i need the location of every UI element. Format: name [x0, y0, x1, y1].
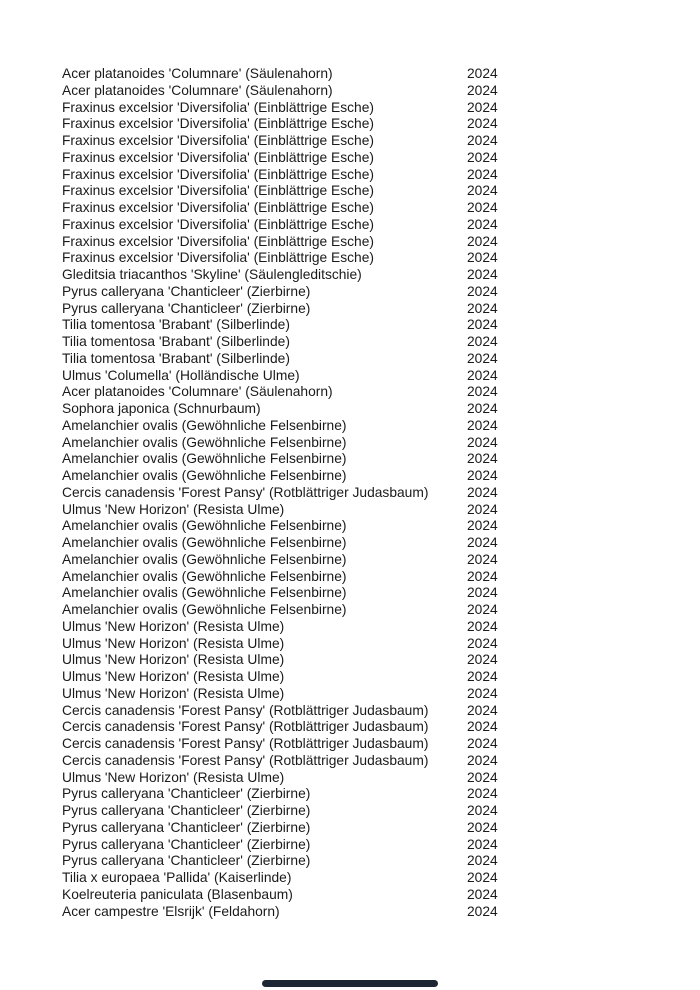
table-row	[62, 250, 670, 267]
species-cell: Amelanchier ovalis (Gewöhnliche Felsenbirne)	[62, 417, 347, 433]
table-row	[62, 853, 670, 870]
year-cell: 2024	[467, 903, 498, 919]
species-cell: Ulmus 'New Horizon' (Resista Ulme)	[62, 669, 285, 684]
year-cell: 2024	[467, 350, 498, 366]
species-cell: Gleditsia triacanthos 'Skyline' (Säulengleditschie)	[62, 267, 362, 282]
table-row	[62, 83, 670, 100]
species-cell: Pyrus calleryana 'Chanticleer' (Zierbirne)	[62, 819, 311, 835]
table-row	[62, 518, 670, 535]
year-cell: 2024	[467, 568, 498, 584]
table-row	[62, 636, 670, 653]
year-cell: 2024	[467, 468, 498, 483]
species-cell: Acer platanoides 'Columnare' (Säulenahorn)	[62, 384, 333, 400]
year-cell: 2024	[467, 334, 498, 349]
year-cell: 2024	[467, 719, 498, 735]
table-row	[62, 234, 670, 251]
species-cell: Fraxinus excelsior 'Diversifolia' (Einblättrige Esche)	[62, 183, 374, 199]
species-cell: Ulmus 'New Horizon' (Resista Ulme)	[62, 769, 285, 785]
year-cell: 2024	[467, 585, 498, 601]
year-cell: 2024	[467, 652, 498, 668]
species-cell: Ulmus 'Columella' (Holländische Ulme)	[62, 367, 300, 383]
species-cell: Cercis canadensis 'Forest Pansy' (Rotblättriger Judasbaum)	[62, 702, 429, 718]
species-cell: Amelanchier ovalis (Gewöhnliche Felsenbirne)	[62, 535, 347, 550]
table-row	[62, 753, 670, 770]
year-cell: 2024	[467, 417, 498, 433]
table-row	[62, 116, 670, 133]
year-cell: 2024	[467, 317, 498, 333]
table-row	[62, 904, 670, 921]
species-cell: Fraxinus excelsior 'Diversifolia' (Einblättrige Esche)	[62, 116, 374, 132]
species-cell: Tilia tomentosa 'Brabant' (Silberlinde)	[62, 334, 290, 349]
table-row	[62, 552, 670, 569]
table-row	[62, 351, 670, 368]
table-row	[62, 317, 670, 334]
year-cell: 2024	[467, 133, 498, 148]
table-row	[62, 535, 670, 552]
table-row	[62, 451, 670, 468]
year-cell: 2024	[467, 786, 498, 802]
species-cell: Sophora japonica (Schnurbaum)	[62, 401, 261, 416]
table-row	[62, 619, 670, 636]
table-row	[62, 585, 670, 602]
home-indicator-bar[interactable]	[262, 980, 438, 987]
table-row	[62, 736, 670, 753]
table-row	[62, 652, 670, 669]
table-row	[62, 418, 670, 435]
species-cell: Fraxinus excelsior 'Diversifolia' (Einblättrige Esche)	[62, 250, 374, 266]
table-row	[62, 200, 670, 217]
year-cell: 2024	[467, 384, 498, 400]
species-cell: Amelanchier ovalis (Gewöhnliche Felsenbirne)	[62, 434, 347, 450]
species-cell: Ulmus 'New Horizon' (Resista Ulme)	[62, 501, 285, 517]
table-row	[62, 133, 670, 150]
year-cell: 2024	[467, 752, 498, 768]
year-cell: 2024	[467, 116, 498, 132]
species-cell: Tilia tomentosa 'Brabant' (Silberlinde)	[62, 317, 290, 333]
year-cell: 2024	[467, 870, 498, 885]
species-cell: Amelanchier ovalis (Gewöhnliche Felsenbirne)	[62, 551, 347, 567]
table-row	[62, 770, 670, 787]
table-row	[62, 719, 670, 736]
species-cell: Acer campestre 'Elsrijk' (Feldahorn)	[62, 903, 280, 919]
table-row	[62, 150, 670, 167]
year-cell: 2024	[467, 669, 498, 684]
table-row	[62, 803, 670, 820]
table-row	[62, 384, 670, 401]
species-cell: Fraxinus excelsior 'Diversifolia' (Einblättrige Esche)	[62, 216, 374, 232]
table-row	[62, 820, 670, 837]
year-cell: 2024	[467, 602, 498, 617]
table-row	[62, 66, 670, 83]
species-cell: Amelanchier ovalis (Gewöhnliche Felsenbirne)	[62, 585, 347, 601]
species-cell: Koelreuteria paniculata (Blasenbaum)	[62, 886, 293, 902]
year-cell: 2024	[467, 685, 498, 701]
species-cell: Pyrus calleryana 'Chanticleer' (Zierbirne)	[62, 300, 311, 316]
year-cell: 2024	[467, 484, 498, 500]
species-cell: Cercis canadensis 'Forest Pansy' (Rotblättriger Judasbaum)	[62, 484, 429, 500]
year-cell: 2024	[467, 736, 498, 751]
species-cell: Amelanchier ovalis (Gewöhnliche Felsenbirne)	[62, 451, 347, 467]
table-row	[62, 368, 670, 385]
species-cell: Ulmus 'New Horizon' (Resista Ulme)	[62, 635, 285, 651]
table-row	[62, 435, 670, 452]
table-row	[62, 669, 670, 686]
year-cell: 2024	[467, 250, 498, 266]
year-cell: 2024	[467, 769, 498, 785]
year-cell: 2024	[467, 267, 498, 282]
year-cell: 2024	[467, 618, 498, 634]
table-row	[62, 686, 670, 703]
year-cell: 2024	[467, 535, 498, 550]
species-cell: Pyrus calleryana 'Chanticleer' (Zierbirne)	[62, 836, 311, 852]
species-cell: Tilia tomentosa 'Brabant' (Silberlinde)	[62, 350, 290, 366]
year-cell: 2024	[467, 216, 498, 232]
table-row	[62, 217, 670, 234]
species-cell: Tilia x europaea 'Pallida' (Kaiserlinde)	[62, 870, 292, 885]
year-cell: 2024	[467, 283, 498, 299]
year-cell: 2024	[467, 434, 498, 450]
tree-list	[62, 66, 670, 920]
species-cell: Amelanchier ovalis (Gewöhnliche Felsenbirne)	[62, 468, 347, 483]
species-cell: Fraxinus excelsior 'Diversifolia' (Einblättrige Esche)	[62, 133, 374, 148]
species-cell: Pyrus calleryana 'Chanticleer' (Zierbirne)	[62, 786, 311, 802]
year-cell: 2024	[467, 635, 498, 651]
year-cell: 2024	[467, 200, 498, 215]
species-cell: Fraxinus excelsior 'Diversifolia' (Einblättrige Esche)	[62, 166, 374, 182]
year-cell: 2024	[467, 300, 498, 316]
year-cell: 2024	[467, 836, 498, 852]
year-cell: 2024	[467, 166, 498, 182]
table-row	[62, 334, 670, 351]
table-row	[62, 100, 670, 117]
species-cell: Amelanchier ovalis (Gewöhnliche Felsenbirne)	[62, 568, 347, 584]
year-cell: 2024	[467, 501, 498, 517]
year-cell: 2024	[467, 149, 498, 165]
species-cell: Ulmus 'New Horizon' (Resista Ulme)	[62, 618, 285, 634]
species-cell: Cercis canadensis 'Forest Pansy' (Rotblättriger Judasbaum)	[62, 752, 429, 768]
year-cell: 2024	[467, 401, 498, 416]
table-row	[62, 569, 670, 586]
table-row	[62, 485, 670, 502]
species-cell: Ulmus 'New Horizon' (Resista Ulme)	[62, 685, 285, 701]
year-cell: 2024	[467, 702, 498, 718]
table-row	[62, 602, 670, 619]
table-row	[62, 502, 670, 519]
species-cell: Pyrus calleryana 'Chanticleer' (Zierbirne)	[62, 853, 311, 869]
table-row	[62, 183, 670, 200]
table-row	[62, 468, 670, 485]
species-cell: Amelanchier ovalis (Gewöhnliche Felsenbirne)	[62, 518, 347, 534]
year-cell: 2024	[467, 66, 498, 81]
species-cell: Pyrus calleryana 'Chanticleer' (Zierbirne)	[62, 803, 311, 818]
species-cell: Fraxinus excelsior 'Diversifolia' (Einblättrige Esche)	[62, 99, 374, 115]
year-cell: 2024	[467, 551, 498, 567]
species-cell: Fraxinus excelsior 'Diversifolia' (Einblättrige Esche)	[62, 200, 374, 215]
species-cell: Ulmus 'New Horizon' (Resista Ulme)	[62, 652, 285, 668]
table-row	[62, 401, 670, 418]
year-cell: 2024	[467, 886, 498, 902]
table-row	[62, 887, 670, 904]
species-cell: Fraxinus excelsior 'Diversifolia' (Einblättrige Esche)	[62, 149, 374, 165]
table-row	[62, 301, 670, 318]
table-row	[62, 167, 670, 184]
year-cell: 2024	[467, 451, 498, 467]
species-cell: Cercis canadensis 'Forest Pansy' (Rotblättriger Judasbaum)	[62, 719, 429, 735]
year-cell: 2024	[467, 819, 498, 835]
table-row	[62, 267, 670, 284]
table-row	[62, 837, 670, 854]
year-cell: 2024	[467, 803, 498, 818]
table-row	[62, 703, 670, 720]
species-cell: Pyrus calleryana 'Chanticleer' (Zierbirne)	[62, 283, 311, 299]
species-cell: Fraxinus excelsior 'Diversifolia' (Einblättrige Esche)	[62, 233, 374, 249]
year-cell: 2024	[467, 518, 498, 534]
table-row	[62, 284, 670, 301]
year-cell: 2024	[467, 99, 498, 115]
table-row	[62, 870, 670, 887]
species-cell: Acer platanoides 'Columnare' (Säulenahorn)	[62, 66, 333, 81]
year-cell: 2024	[467, 853, 498, 869]
species-cell: Amelanchier ovalis (Gewöhnliche Felsenbirne)	[62, 602, 347, 617]
table-row	[62, 786, 670, 803]
year-cell: 2024	[467, 367, 498, 383]
species-cell: Cercis canadensis 'Forest Pansy' (Rotblättriger Judasbaum)	[62, 736, 429, 751]
year-cell: 2024	[467, 183, 498, 199]
year-cell: 2024	[467, 82, 498, 98]
year-cell: 2024	[467, 233, 498, 249]
species-cell: Acer platanoides 'Columnare' (Säulenahorn)	[62, 82, 333, 98]
